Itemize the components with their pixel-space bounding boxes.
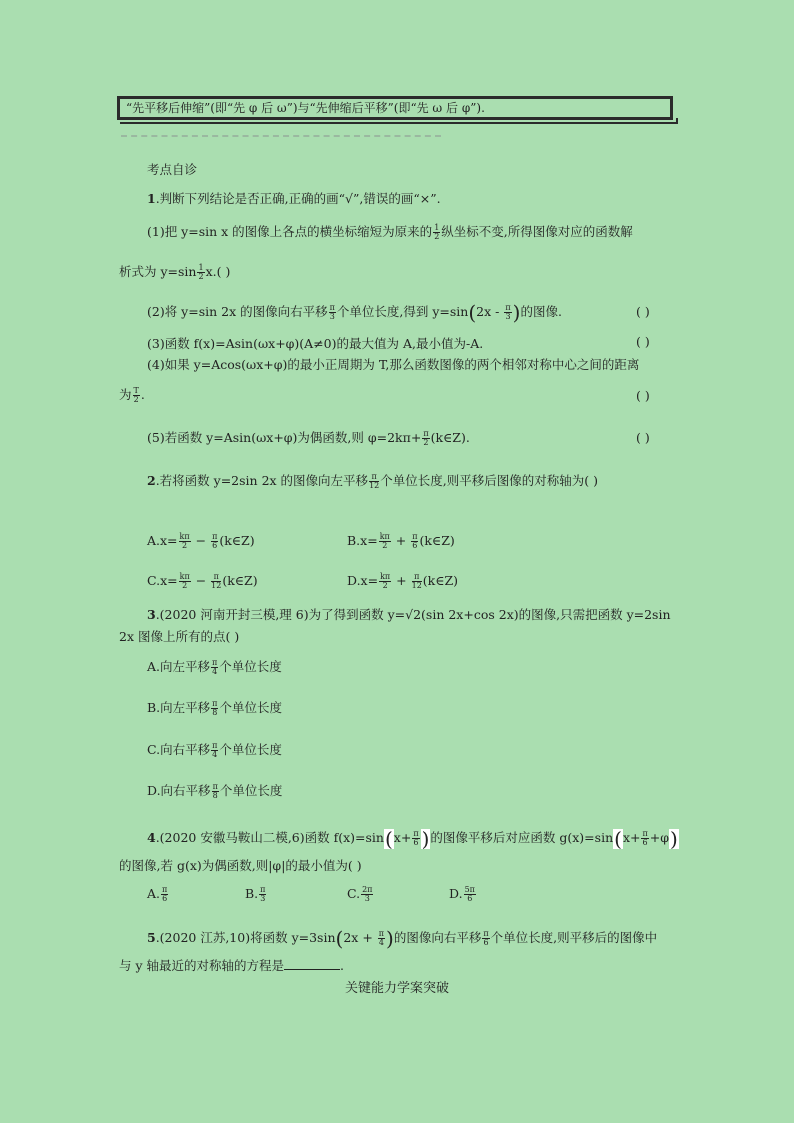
q1-s5: (5)若函数 y=Asin(ωx+φ)为偶函数,则 φ=2kπ+ $\frac{\pi}{2}$ (k∈Z).: [147, 429, 470, 447]
q1-s2-answer-paren: ( ): [636, 304, 650, 319]
q4-number: 4: [147, 830, 156, 845]
q1-s3-answer-paren: ( ): [636, 334, 650, 349]
dashed-divider: [121, 135, 441, 139]
q2-option-d[interactable]: D.x= $\frac{k\pi}{2}$ + $\frac{\pi}{12}$ (k∈Z): [347, 572, 459, 590]
q1-stem: [147, 189, 441, 207]
q1-number: 1: [147, 191, 156, 206]
top-note-text: “先平移后伸缩”(即“先 φ 后 ω”)与“先伸缩后平移”(即“先 ω 后 φ”).: [126, 101, 485, 115]
q1-s2: (2)将 y=sin 2x 的图像向右平移 $\frac{\pi}{3}$ 个单位长度,得到 y=sin(2x - $\frac{\pi}{3}$ )的图像.: [147, 300, 562, 325]
section-heading: 关键能力学案突破: [344, 981, 449, 996]
q5-stem-line2: 与 y 轴最近的对称轴的方程是 .: [119, 958, 344, 973]
q1-s4-line2: 为 $\frac{T}{2}$ .: [119, 386, 145, 404]
q1-stem-text: .判断下列结论是否正确,正确的画“√”,错误的画“×”.: [155, 191, 441, 206]
q1-s4-answer-paren: ( ): [636, 388, 650, 403]
q1-s1-c: 析式为 y=sin: [119, 264, 197, 279]
q5-number: 5: [147, 930, 156, 945]
q1-s1-a: (1)把 y=sin x 的图像上各点的横坐标缩短为原来的: [147, 224, 433, 239]
q1-s5-answer-paren: ( ): [636, 430, 650, 445]
q3-option-a[interactable]: A.向左平移 $\frac{\pi}{4}$ 个单位长度: [147, 658, 282, 676]
q2-option-c[interactable]: C.x= $\frac{k\pi}{2}$ − $\frac{\pi}{12}$ (k∈Z): [147, 572, 258, 590]
q3-option-b[interactable]: B.向左平移 $\frac{\pi}{8}$ 个单位长度: [147, 699, 282, 717]
q3-option-c[interactable]: C.向右平移 $\frac{\pi}{4}$ 个单位长度: [147, 741, 282, 759]
q2-stem: 2.若将函数 y=2sin 2x 的图像向左平移 $\frac{\pi}{12}$ 个单位长度,则平移后图像的对称轴为( ): [147, 472, 598, 490]
q1-s1-b: 纵坐标不变,所得图像对应的函数解: [441, 224, 633, 239]
q3-number: 3: [147, 607, 156, 622]
q4-option-b[interactable]: B. $\frac{\pi}{3}$: [245, 885, 266, 903]
section-title: 考点自诊: [147, 162, 198, 177]
top-note-box: [117, 96, 673, 120]
q5-stem-line1: 5.(2020 江苏,10)将函数 y=3sin(2x + $\frac{\pi}{4}$ )的图像向右平移 $\frac{\pi}{6}$ 个单位长度,则平移后的图像中: [147, 926, 658, 951]
q4-option-a[interactable]: A. $\frac{\pi}{6}$: [147, 885, 168, 903]
q1-s1-frac: $\frac{1}{2}$: [434, 223, 440, 241]
q2-option-a[interactable]: A.x= $\frac{k\pi}{2}$ − $\frac{\pi}{6}$ (k∈Z): [147, 532, 255, 550]
q3-stem-line1: 3.(2020 河南开封三模,理 6)为了得到函数 y=√2(sin 2x+cos 2x)的图像,只需把函数 y=2sin: [147, 607, 671, 622]
q2-option-b[interactable]: B.x= $\frac{k\pi}{2}$ + $\frac{\pi}{6}$ (k∈Z): [347, 532, 455, 550]
q3-stem-line2: 2x 图像上所有的点( ): [119, 629, 240, 644]
q1-s4-line1: (4)如果 y=Acos(ωx+φ)的最小正周期为 T,那么函数图像的两个相邻对称中心之间的距离: [147, 357, 640, 372]
q1-s1-line2: 析式为 y=sin $\frac{1}{2}$ x.( ): [119, 263, 231, 281]
q4-option-d[interactable]: D. $\frac{5\pi}{6}$: [449, 885, 475, 903]
q1-s1-d: x.( ): [205, 264, 231, 279]
q4-stem-line2: 的图像,若 g(x)为偶函数,则|φ|的最小值为( ): [119, 858, 362, 873]
q5-answer-blank[interactable]: [284, 957, 340, 970]
q3-option-d[interactable]: D.向右平移 $\frac{\pi}{8}$ 个单位长度: [147, 782, 283, 800]
q1-s3: (3)函数 f(x)=Asin(ωx+φ)(A≠0)的最大值为 A,最小值为-A.: [147, 336, 484, 351]
q2-number: 2: [147, 473, 156, 488]
q4-stem-line1: 4.(2020 安徽马鞍山二模,6)函数 f(x)=sin(x+ $\frac{\pi}{6}$ )的图像平移后对应函数 g(x)=sin(x+ $\frac{\pi}{6}$ +φ): [147, 826, 678, 851]
q4-option-c[interactable]: C. $\frac{2\pi}{3}$: [347, 885, 373, 903]
q1-s1-line1: [147, 222, 633, 241]
